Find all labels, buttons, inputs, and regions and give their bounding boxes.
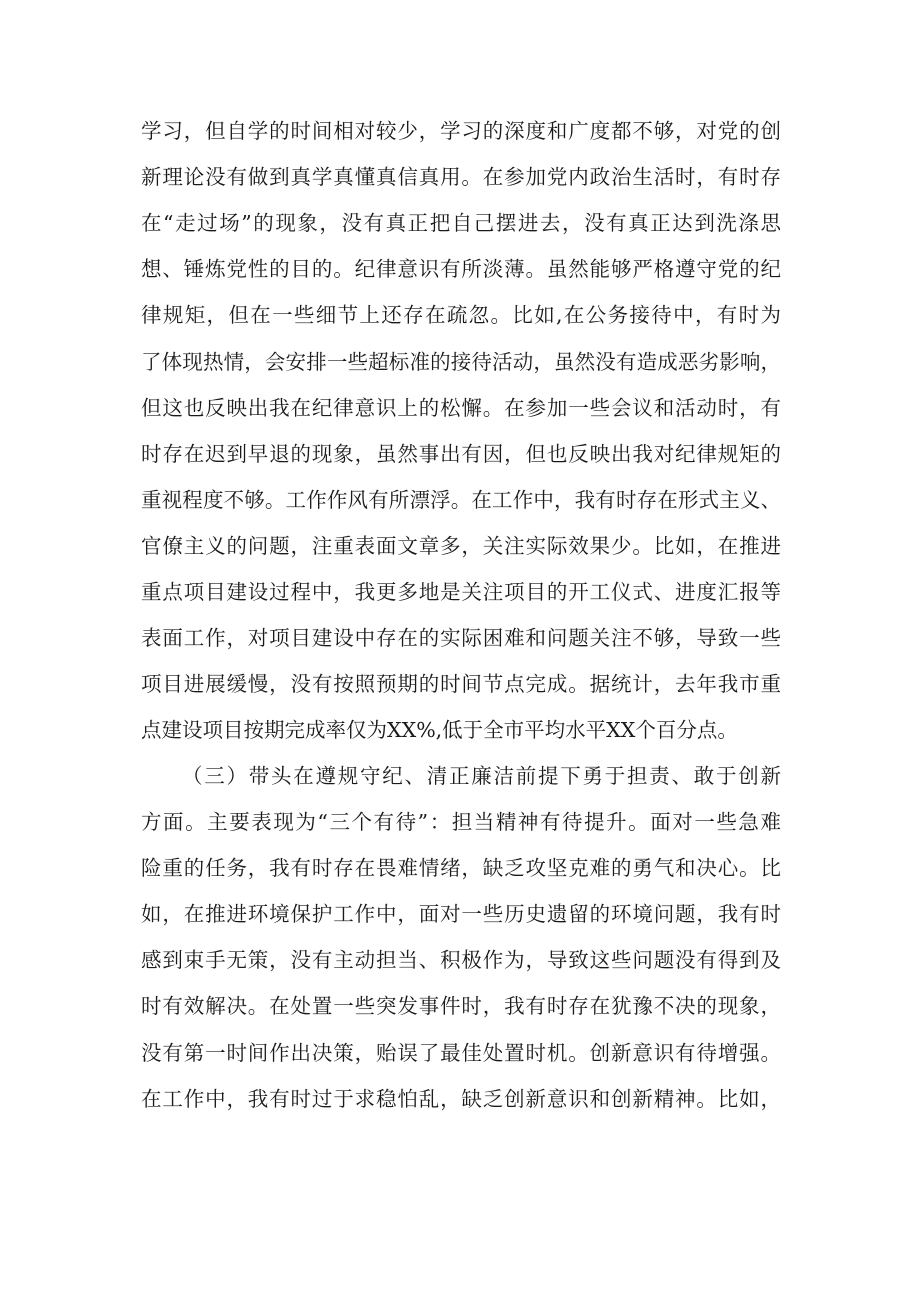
text-line: 方面。主要表现为“三个有待”：担当精神有待提升。面对一些急难 — [141, 810, 781, 834]
text-line: 学习，但自学的时间相对较少，学习的深度和广度都不够，对党的创 — [141, 119, 781, 143]
text-line: 在工作中，我有时过于求稳怕乱，缺乏创新意识和创新精神。比如， — [141, 1087, 781, 1111]
text-line: 表面工作，对项目建设中存在的实际困难和问题关注不够，导致一些 — [141, 626, 781, 650]
text-line: 但这也反映出我在纪律意识上的松懈。在参加一些会议和活动时，有 — [141, 396, 781, 420]
text-line: 重视程度不够。工作作风有所漂浮。在工作中，我有时存在形式主义、 — [141, 488, 781, 512]
text-line: 新理论没有做到真学真懂真信真用。在参加党内政治生活时，有时存 — [141, 165, 781, 189]
text-line: 项目进展缓慢，没有按照预期的时间节点完成。据统计，去年我市重 — [141, 672, 781, 696]
text-line: 想、锤炼党性的目的。纪律意识有所淡薄。虽然能够严格遵守党的纪 — [141, 257, 781, 281]
text-line: 如，在推进环境保护工作中，面对一些历史遗留的环境问题，我有时 — [141, 902, 781, 926]
text-line: 没有第一时间作出决策，贻误了最佳处置时机。创新意识有待增强。 — [141, 1041, 781, 1065]
text-line: 了体现热情，会安排一些超标准的接待活动，虽然没有造成恶劣影响， — [141, 350, 781, 374]
text-line: 在“走过场”的现象，没有真正把自己摆进去，没有真正达到洗涤思 — [141, 211, 781, 235]
text-line: 点建设项目按期完成率仅为XX%,低于全市平均水平XX个百分点。 — [141, 718, 738, 742]
text-line: 感到束手无策，没有主动担当、积极作为，导致这些问题没有得到及 — [141, 948, 781, 972]
text-line: 时存在迟到早退的现象，虽然事出有因，但也反映出我对纪律规矩的 — [141, 442, 781, 466]
text-line: 时有效解决。在处置一些突发事件时，我有时存在犹豫不决的现象， — [141, 994, 781, 1018]
text-line: 律规矩，但在一些细节上还存在疏忽。比如,在公务接待中，有时为 — [141, 303, 781, 327]
section-heading-line: （三）带头在遵规守纪、清正廉洁前提下勇于担责、敢于创新 — [182, 764, 781, 788]
text-line: 险重的任务，我有时存在畏难情绪，缺乏攻坚克难的勇气和决心。比 — [141, 856, 781, 880]
text-line: 官僚主义的问题，注重表面文章多，关注实际效果少。比如，在推进 — [141, 534, 781, 558]
text-line: 重点项目建设过程中，我更多地是关注项目的开工仪式、进度汇报等 — [141, 580, 781, 604]
